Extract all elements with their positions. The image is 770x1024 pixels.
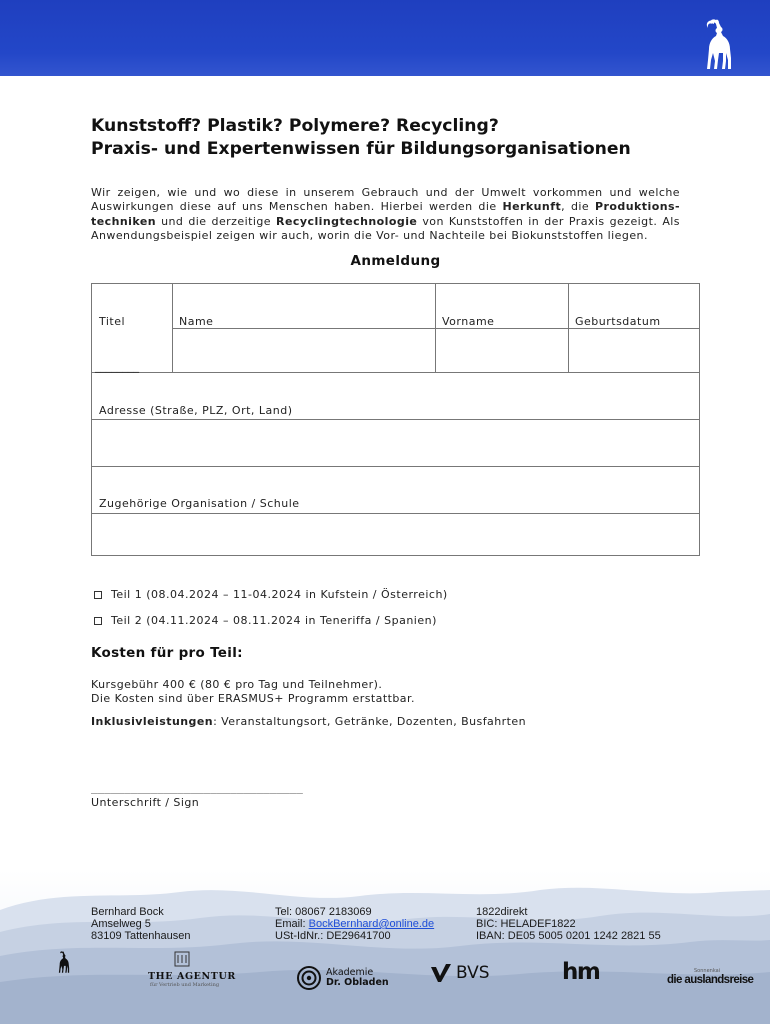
footer-bic: BIC: HELADEF1822 xyxy=(476,918,576,930)
checkbox[interactable] xyxy=(94,617,102,625)
bvs-logo: BVS xyxy=(456,963,490,983)
footer-iban: IBAN: DE05 5005 0201 1242 2821 55 xyxy=(476,930,661,942)
footer-tel: Tel: 08067 2183069 xyxy=(275,906,372,918)
name-field-label: Name xyxy=(179,315,214,328)
costs-text xyxy=(91,678,415,705)
inclusive-services xyxy=(91,715,526,728)
firstname-field-label: Vorname xyxy=(442,315,495,328)
intro-text-3: und die derzeitige xyxy=(156,214,277,228)
header-banner xyxy=(0,0,770,76)
agentur-emblem-icon xyxy=(174,951,190,967)
agentur-logo: THE AGENTUR xyxy=(148,971,236,982)
title-field-label: Titel xyxy=(99,315,126,328)
footer-bank-name: 1822direkt xyxy=(476,906,528,918)
footer-street: Amselweg 5 xyxy=(91,918,151,930)
option-part-1[interactable] xyxy=(94,588,448,601)
intro-text-1: Wir zeigen, wie und wo diese in unserem Gebrauch und der Umwelt vorkommen und welche Auswirkungen diese auf uns Menschen haben. Hierbei werden die xyxy=(91,186,680,214)
signature-line[interactable]: ________________________________ xyxy=(91,781,303,794)
intro-bold-3: Recyclingtechnologie xyxy=(276,214,418,228)
title-field-blank[interactable]: ________ xyxy=(95,360,139,373)
organisation-field[interactable] xyxy=(92,514,699,556)
bvs-check-icon xyxy=(430,963,452,983)
option-label: Teil 1 (08.04.2024 – 11-04.2024 in Kufstein / Österreich) xyxy=(111,588,448,601)
intro-text-4: von Kunststoffen in der Praxis gezeigt. Als Anwendungsbeispiel zeigen wir auch, worin die Vor- und Nachteile bei Biokunststoffen liegen. xyxy=(91,214,680,242)
footer-address xyxy=(91,906,191,942)
footer-city: 83109 Tattenhausen xyxy=(91,930,191,942)
divider xyxy=(92,372,699,373)
footer-vat: USt-IdNr.: DE29641700 xyxy=(275,930,391,942)
inclusive-label: Inklusivleistungen xyxy=(91,715,214,728)
title-line-1: Kunststoff? Plastik? Polymere? Recycling? xyxy=(91,116,499,136)
footer-email-link[interactable]: BockBernhard@online.de xyxy=(308,918,435,930)
ibex-icon xyxy=(56,950,72,974)
ibex-icon xyxy=(702,16,736,72)
akademie-logo-line-2: Dr. Obladen xyxy=(326,977,389,988)
firstname-field[interactable] xyxy=(436,329,568,372)
costs-heading: Kosten für pro Teil: xyxy=(91,645,243,661)
footer-email-row xyxy=(275,918,434,930)
footer-name: Bernhard Bock xyxy=(91,906,164,918)
hm-logo: hm xyxy=(562,959,600,985)
address-field-label: Adresse (Straße, PLZ, Ort, Land) xyxy=(99,404,293,417)
name-field[interactable] xyxy=(173,329,435,372)
footer-email-label: Email: xyxy=(275,918,309,930)
auslandsreise-logo: die auslandsreise xyxy=(667,974,754,986)
option-part-2[interactable] xyxy=(94,614,437,627)
registration-form xyxy=(91,283,700,556)
intro-paragraph xyxy=(91,186,680,243)
intro-bold-1: Herkunft xyxy=(502,200,562,214)
partner-logos xyxy=(0,948,770,1008)
divider xyxy=(92,466,699,467)
auslandsreise-logo-small: Sonnenkai xyxy=(694,968,721,974)
address-field[interactable] xyxy=(92,420,699,466)
option-label: Teil 2 (04.11.2024 – 08.11.2024 in Teneriffa / Spanien) xyxy=(111,614,437,627)
inclusive-text: : Veranstaltungsort, Getränke, Dozenten, Busfahrten xyxy=(213,715,527,728)
costs-line-1: Kursgebühr 400 € (80 € pro Tag und Teilnehmer). xyxy=(91,678,383,691)
intro-text-2: , die xyxy=(561,200,595,214)
birthdate-field-label: Geburtsdatum xyxy=(575,315,661,328)
costs-line-2: Die Kosten sind über ERASMUS+ Programm erstattbar. xyxy=(91,691,415,705)
birthdate-field[interactable] xyxy=(569,329,700,372)
checkbox[interactable] xyxy=(94,591,102,599)
organisation-field-label: Zugehörige Organisation / Schule xyxy=(99,497,300,510)
signature-label: Unterschrift / Sign xyxy=(91,796,200,809)
intro-bold-2: Produktions-techniken xyxy=(91,200,680,228)
page-title xyxy=(91,115,711,161)
registration-heading: Anmeldung xyxy=(350,253,441,269)
title-line-2: Praxis- und Expertenwissen für Bildungsorganisationen xyxy=(91,139,631,159)
footer-contact xyxy=(275,906,434,942)
footer-bank xyxy=(476,906,661,942)
agentur-logo-sub: für Vertrieb und Marketing xyxy=(150,982,220,988)
akademie-spiral-icon xyxy=(296,965,322,991)
akademie-logo-line-1: Akademie xyxy=(326,967,374,978)
